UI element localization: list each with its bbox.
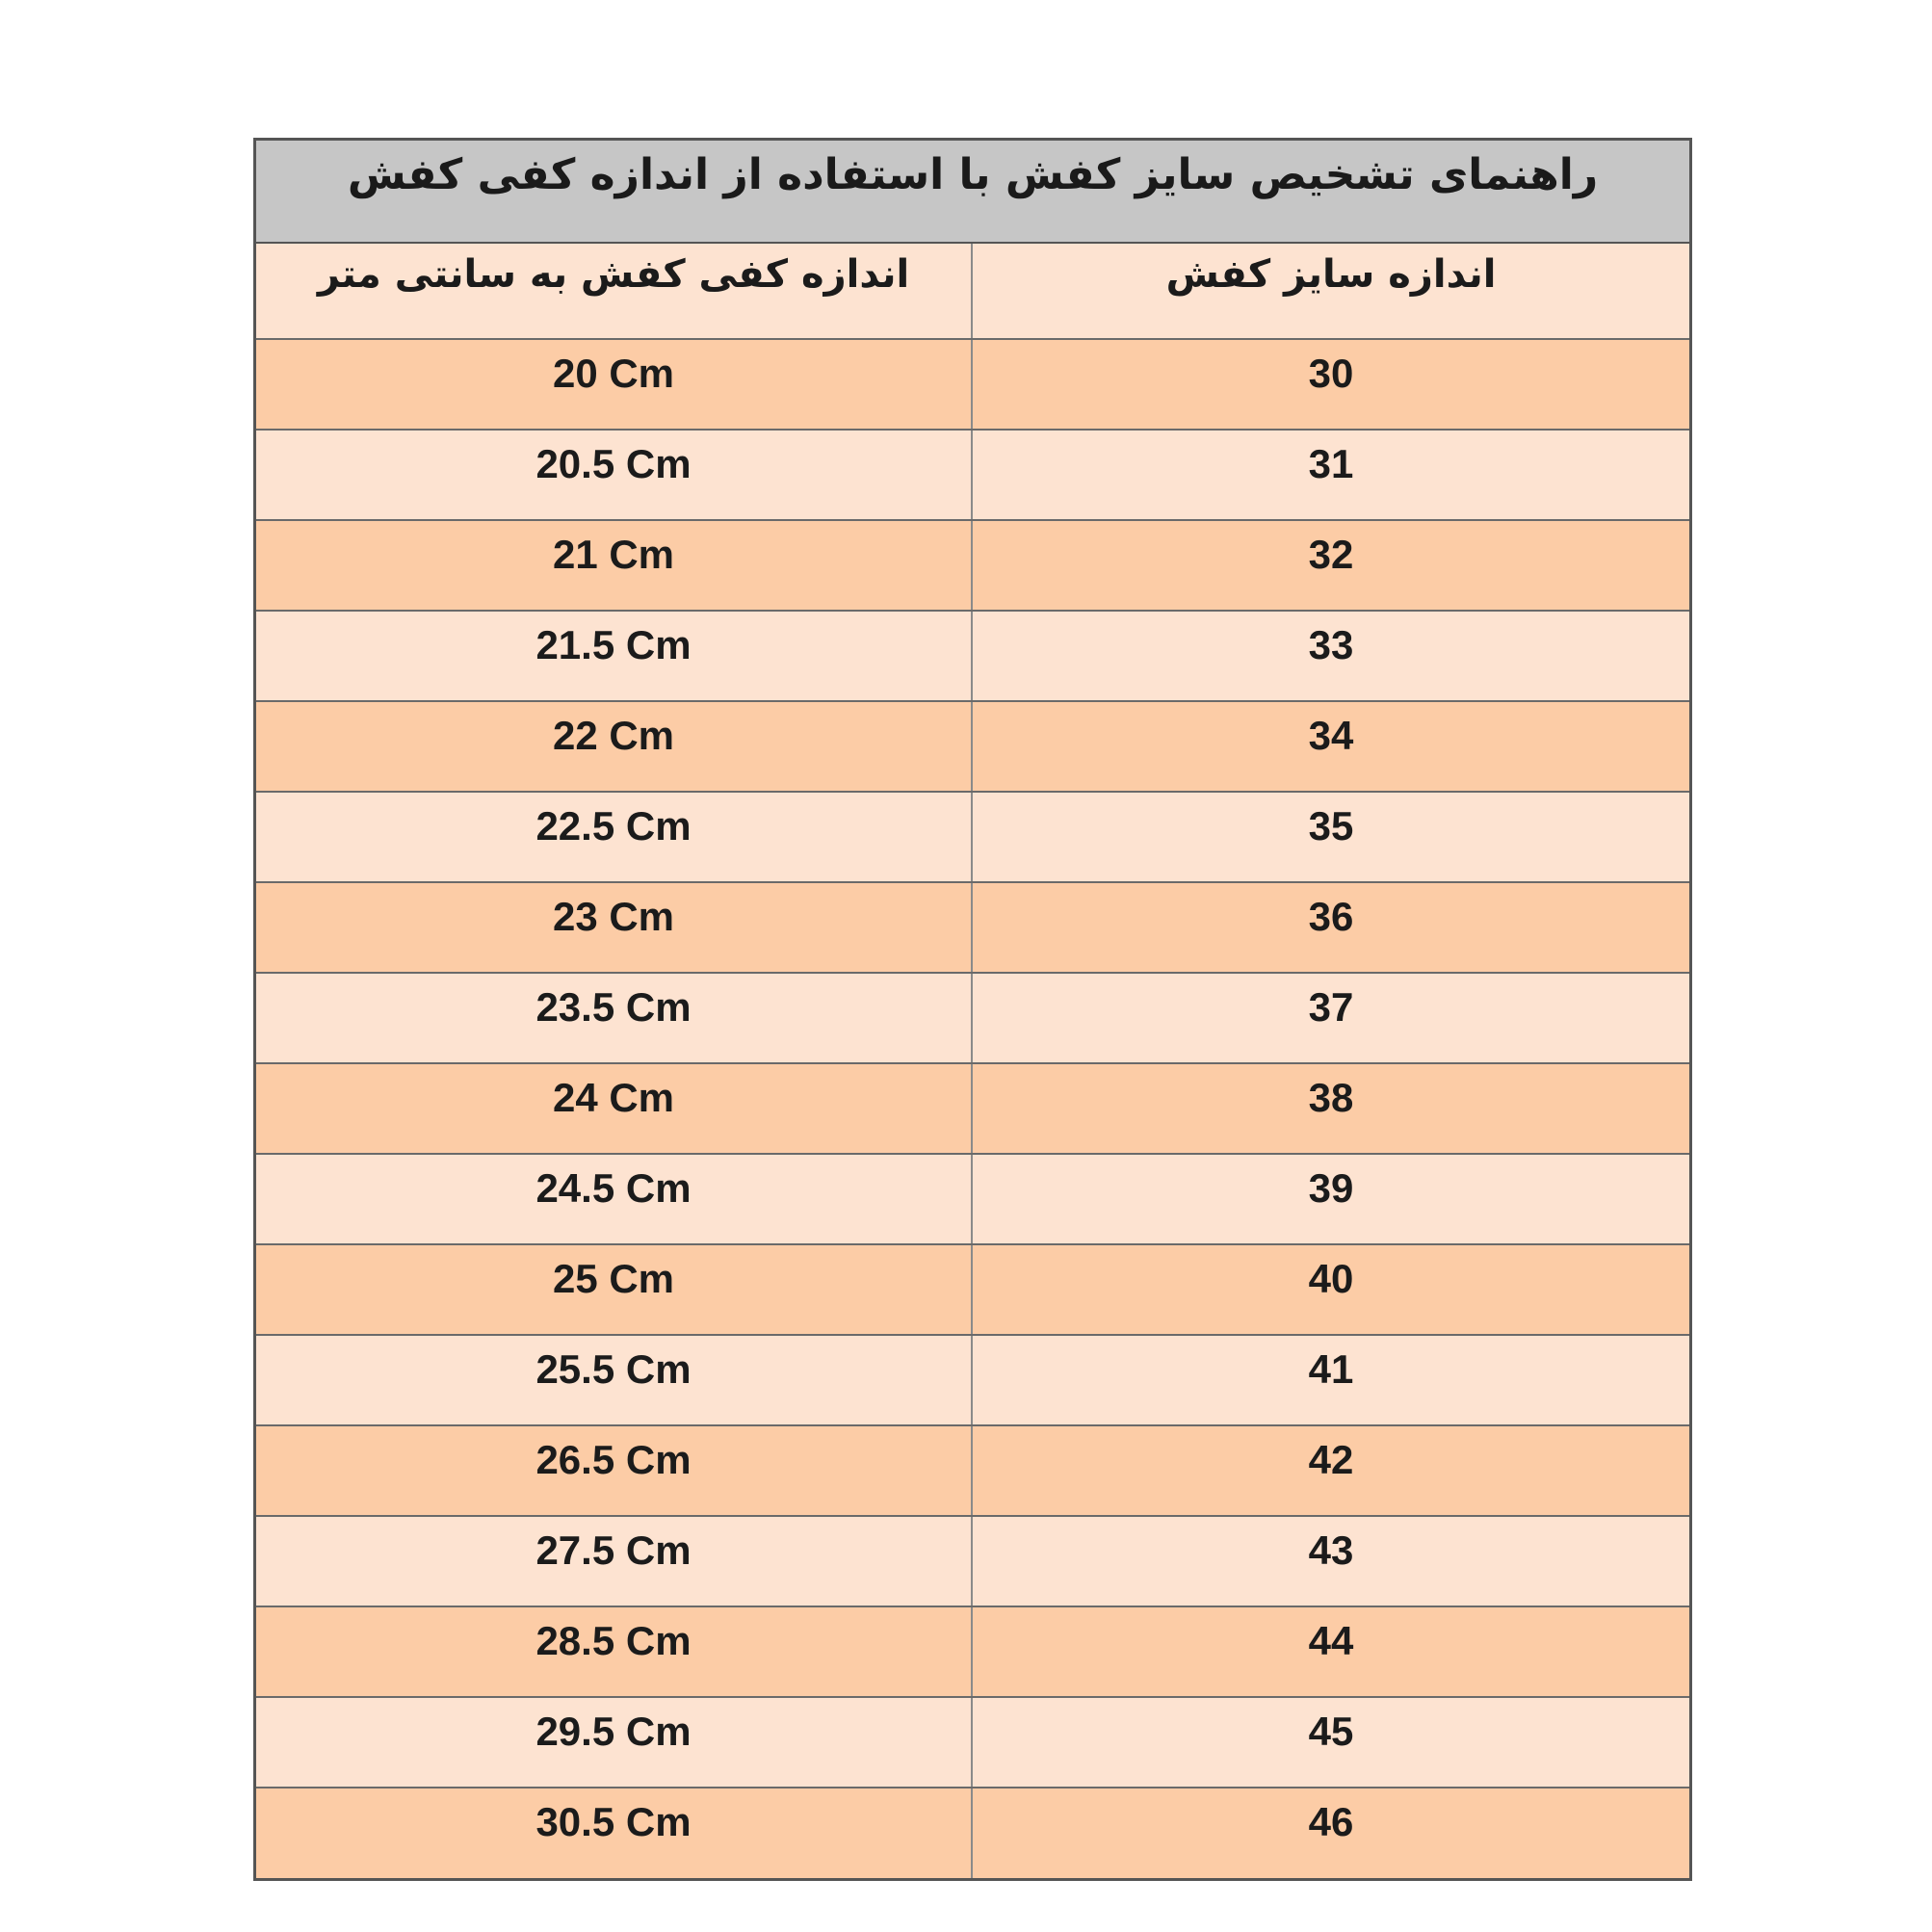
insole-length-cell: 22 Cm [256,702,973,791]
insole-length-cell: 20.5 Cm [256,431,973,519]
insole-length-cell: 24.5 Cm [256,1155,973,1243]
shoe-size-cell: 36 [1308,894,1354,939]
table-row [256,793,1689,883]
insole-length-cell: 24 Cm [256,1064,973,1153]
shoe-size-cell: 34 [1308,713,1354,758]
insole-length-cell: 29.5 Cm [256,1698,973,1787]
insole-length-cell: 20 Cm [256,340,973,429]
table-row [256,1336,1689,1426]
shoe-size-cell: 42 [1308,1437,1354,1482]
shoe-size-cell: 39 [1308,1165,1354,1211]
table-row [256,1607,1689,1698]
shoe-size-cell: 45 [1308,1709,1354,1754]
shoe-size-cell: 37 [1308,984,1354,1030]
insole-length-cell: 25 Cm [256,1245,973,1334]
insole-length-cell: 21 Cm [256,521,973,610]
shoe-size-table [253,138,1692,1881]
table-row [256,1517,1689,1607]
table-row [256,1155,1689,1245]
table-row [256,521,1689,612]
shoe-size-cell: 31 [1308,441,1354,486]
table-row [256,702,1689,793]
table-title: راهنمای تشخیص سایز کفش با استفاده از اندازه کفی کفش [347,150,1599,199]
insole-length-cell: 23.5 Cm [256,974,973,1062]
shoe-size-cell: 35 [1308,803,1354,849]
shoe-size-cell: 38 [1308,1075,1354,1120]
table-row [256,883,1689,974]
table-row [256,1426,1689,1517]
table-row [256,1245,1689,1336]
table-row [256,974,1689,1064]
insole-length-cell: 22.5 Cm [256,793,973,881]
shoe-size-cell: 46 [1308,1799,1354,1844]
table-row [256,1064,1689,1155]
insole-length-cell: 26.5 Cm [256,1426,973,1515]
shoe-size-cell: 41 [1308,1346,1354,1392]
insole-length-cell: 28.5 Cm [256,1607,973,1696]
shoe-size-cell: 32 [1308,532,1354,577]
header-insole-length: اندازه کفی کفش به سانتی متر [256,244,973,338]
shoe-size-cell: 43 [1308,1527,1354,1573]
shoe-size-cell: 33 [1308,622,1354,667]
shoe-size-cell: 30 [1308,351,1354,396]
insole-length-cell: 27.5 Cm [256,1517,973,1606]
header-shoe-size: اندازه سایز کفش [1165,252,1497,297]
table-row [256,340,1689,431]
table-row [256,431,1689,521]
insole-length-cell: 30.5 Cm [256,1788,973,1878]
table-row [256,1788,1689,1878]
table-row [256,1698,1689,1788]
table-header-row [256,244,1689,340]
table-row [256,612,1689,702]
shoe-size-cell: 40 [1308,1256,1354,1301]
table-title-row [256,141,1689,244]
table-body [256,340,1689,1878]
insole-length-cell: 25.5 Cm [256,1336,973,1424]
insole-length-cell: 23 Cm [256,883,973,972]
insole-length-cell: 21.5 Cm [256,612,973,700]
shoe-size-cell: 44 [1308,1618,1354,1663]
